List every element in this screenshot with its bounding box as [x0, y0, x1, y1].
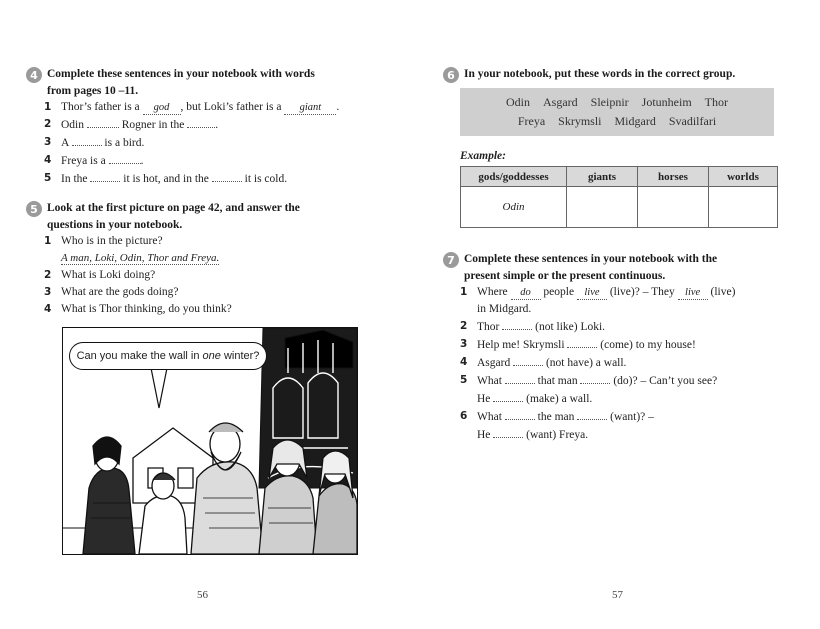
answer-blank — [90, 170, 120, 182]
answer-blank — [87, 116, 119, 128]
list-item: 2 Odin Rogner in the . — [44, 118, 219, 131]
table-row — [461, 187, 778, 228]
answer-blank — [505, 372, 535, 384]
exercise-4-title: Complete these sentences in your notebook with words from pages 10 –11. — [47, 68, 315, 97]
table-header: horses — [638, 167, 709, 187]
answer-blank — [493, 426, 523, 438]
answer-blank — [580, 372, 610, 384]
list-item: 1 Where do people live (live)? – They live (live) in Midgard. — [460, 286, 736, 315]
filled-answer: giant — [284, 102, 336, 115]
list-item: 4 What is Thor thinking, do you think? — [44, 303, 232, 315]
list-item: 2 What is Loki doing? — [44, 269, 156, 281]
list-item: 1 Who is in the picture? A man, Loki, Odin, Thor and Freya. — [44, 235, 220, 264]
answer-blank — [502, 318, 532, 330]
answer-blank — [577, 408, 607, 420]
page-number: 57 — [612, 589, 623, 601]
answer-blank — [493, 390, 523, 402]
exercise-number-badge: 4 — [26, 67, 42, 83]
list-item: 4 Freya is a . — [44, 154, 144, 167]
filled-answer: god — [143, 102, 181, 115]
answer-blank — [187, 116, 215, 128]
exercise-5-title: Look at the first picture on page 42, and answer the questions in your notebook. — [47, 202, 300, 231]
exercise-6-heading — [443, 66, 735, 83]
exercise-5-items — [44, 233, 232, 318]
exercise-number-badge: 6 — [443, 67, 459, 83]
exercise-7-title: Complete these sentences in your notebook with the present simple or the present continuous. — [464, 253, 718, 282]
exercise-5-heading — [26, 200, 300, 234]
list-item: 2 Thor (not like) Loki. — [460, 320, 606, 333]
exercise-number-badge: 5 — [26, 201, 42, 217]
table-cell: Odin — [461, 187, 567, 228]
list-item: 1 Thor’s father is a god , but Loki’s father is a giant . — [44, 101, 340, 113]
table-header: giants — [567, 167, 638, 187]
filled-answer: live — [577, 287, 607, 300]
table-header: worlds — [709, 167, 778, 187]
answer-blank — [567, 336, 597, 348]
filled-answer: live — [678, 287, 708, 300]
filled-answer: do — [511, 287, 541, 300]
exercise-7-heading — [443, 251, 717, 285]
answer-blank — [513, 354, 543, 366]
word-row: Freya Skrymsli Midgard Svadilfari — [517, 114, 717, 128]
table-cell — [638, 187, 709, 228]
table-cell — [567, 187, 638, 228]
table-cell — [709, 187, 778, 228]
right-page — [410, 0, 820, 629]
page-number: 56 — [197, 589, 208, 601]
list-item: 6 What the man (want)? – He (want) Freya. — [460, 410, 654, 441]
example-answer: A man, Loki, Odin, Thor and Freya. — [61, 252, 220, 264]
word-row: Odin Asgard Sleipnir Jotunheim Thor — [506, 95, 728, 109]
list-item: 5 What that man (do)? – Can’t you see? He (make) a wall. — [460, 374, 718, 405]
answer-blank — [505, 408, 535, 420]
list-item: 3 What are the gods doing? — [44, 286, 179, 298]
exercise-number-badge: 7 — [443, 252, 459, 268]
example-label: Example: — [460, 150, 506, 162]
comic-illustration — [62, 327, 358, 555]
word-box — [460, 88, 774, 136]
speech-bubble: Can you make the wall in one winter? — [69, 342, 267, 370]
exercise-4-items — [44, 99, 339, 188]
groups-table — [460, 166, 778, 228]
answer-blank — [109, 152, 141, 164]
list-item: 3 A is a bird. — [44, 136, 145, 149]
list-item: 5 In the it is hot, and in the it is cold. — [44, 172, 288, 185]
answer-blank — [212, 170, 242, 182]
answer-blank — [72, 134, 102, 146]
list-item: 3 Help me! Skrymsli (come) to my house! — [460, 338, 696, 351]
exercise-4-heading — [26, 66, 315, 100]
exercise-7-items — [460, 284, 735, 444]
list-item: 4 Asgard (not have) a wall. — [460, 356, 627, 369]
exercise-6-title: In your notebook, put these words in the correct group. — [464, 68, 736, 80]
table-header: gods/goddesses — [461, 167, 567, 187]
